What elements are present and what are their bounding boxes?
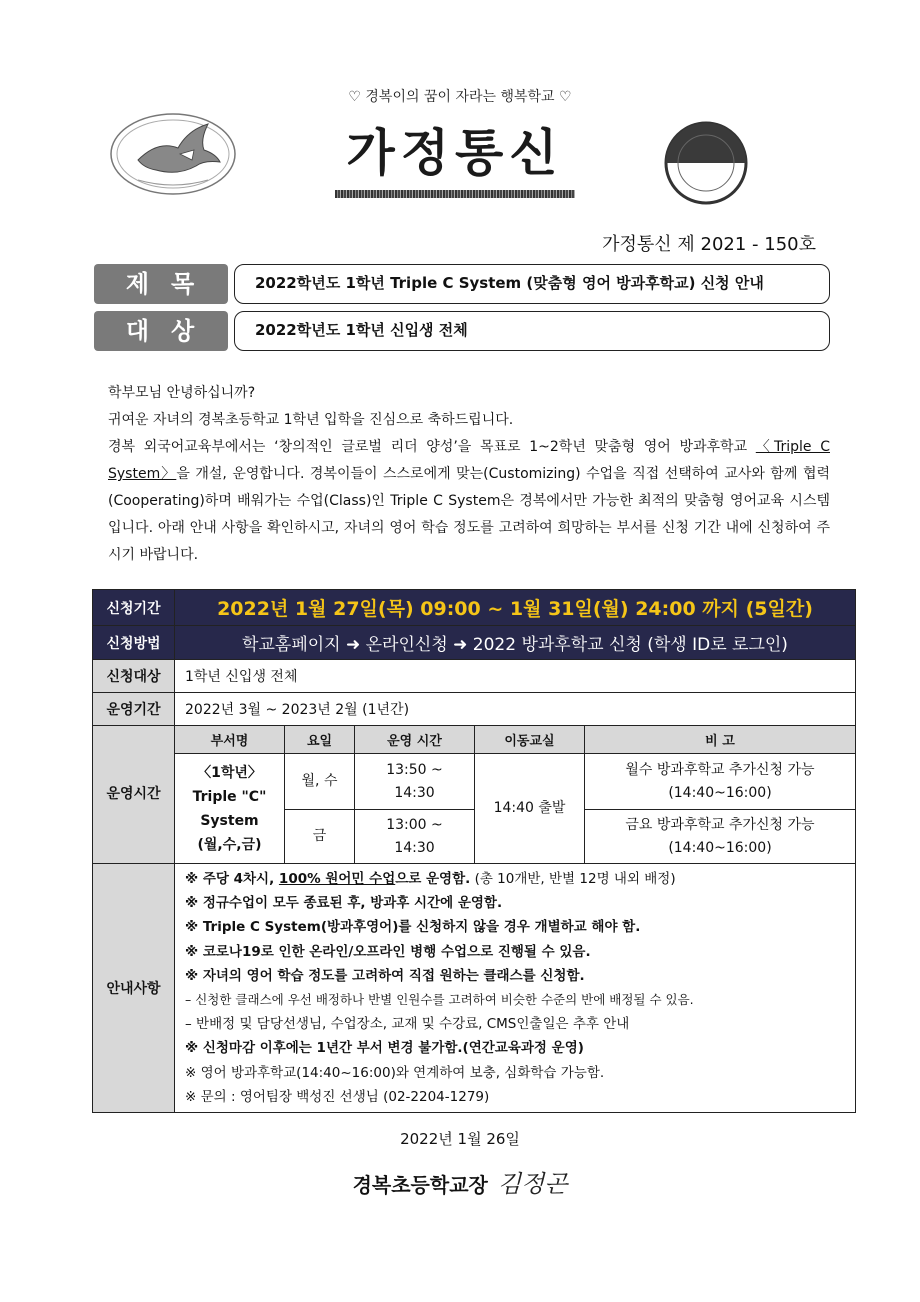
period-row [93,590,856,626]
schedule-row [93,754,856,810]
greeting: 학부모님 안녕하십니까? [108,385,256,401]
principal-signature-line [0,1164,920,1199]
col-time: 운영 시간 [355,726,475,754]
signature: 김정곤 [497,1170,568,1198]
method-row [93,626,856,660]
dept-name: 〈1학년〉 Triple "C" System (월,수,금) [175,754,285,864]
target-row [93,660,856,693]
title-text: 가정통신 [346,124,564,182]
info-table [92,589,856,1113]
method-label: 신청방법 [93,626,175,660]
period-value: 2022년 1월 27일(목) 09:00 ~ 1월 31일(월) 24:00 까지 (5일간) [175,590,856,626]
subject-label: 제목 [94,264,228,304]
col-room: 이동교실 [475,726,585,754]
notes-row [93,864,856,1113]
apply-target-label: 신청대상 [93,660,175,693]
school-seal-icon [663,120,749,206]
newsletter-title [330,122,580,198]
schedule-header-row [93,726,856,754]
note-1d: (총 10개반, 반별 12명 내외 배정) [470,871,676,887]
note-item: – 반배정 및 담당선생님, 수업장소, 교재 및 수강료, CMS인출일은 추후 안내 [185,1016,630,1033]
duration-value: 2022년 3월 ~ 2023년 2월 (1년간) [175,693,856,726]
note-item: ※ Triple C System(방과후영어)를 신청하지 않을 경우 개별하교 해야 함. [185,919,641,936]
duration-row [93,693,856,726]
note-item: ※ 문의 : 영어팀장 백성진 선생님 (02-2204-1279) [185,1088,490,1105]
note-item: – 신청한 클래스에 우선 배정하나 반별 인원수를 고려하여 비슷한 수준의 반에 배정될 수 있음. [185,992,694,1008]
issue-date: 2022년 1월 26일 [400,1130,520,1148]
duration-label: 운영기간 [93,693,175,726]
method-value: 학교홈페이지 ➜ 온라인신청 ➜ 2022 방과후학교 신청 (학생 ID로 로그인) [175,626,856,660]
principal-title: 경복초등학교장 [352,1173,488,1197]
note-1b: 100% 원어민 수업 [278,871,396,887]
note-item: ※ 영어 방과후학교(14:40~16:00)와 연계하여 보충, 심화학습 가능함. [185,1064,605,1081]
title-underline [335,190,575,198]
target-label: 대상 [94,311,228,351]
schedule-day: 월, 수 [285,754,355,810]
intro-body-1: 경복 외국어교육부에서는 ‘창의적인 글로벌 리더 양성’을 목표로 1~2학년 맞춤형 영어 방과후학교 [108,439,756,455]
intro-section [94,380,830,569]
move-room: 14:40 출발 [475,754,585,864]
intro-body-2: 을 개설, 운영합니다. 경복이들이 스스로에게 맞는(Customizing) 수업을 직접 선택하여 교사와 함께 협력(Cooperating)하며 배워가는 수업(Class)인 Triple C System은 경복에서만 가능한 최적의 맞춤형 영어교육 시스템입니다. 아래 안내 사항을 확인하시고, 자녀의 영어 학습 정도를 고려하여 희망하는 부서를 신청 기간 내에 신청하여 주시기 바랍니다. [108,466,830,563]
col-dept: 부서명 [175,726,285,754]
note-item: ※ 정규수업이 모두 종료된 후, 방과후 시간에 운영함. [185,895,503,912]
period-label: 신청기간 [93,590,175,626]
note-item: ※ 신청마감 이후에는 1년간 부서 변경 불가함.(연간교육과정 운영) [185,1040,584,1057]
slogan: ♡ 경복이의 꿈이 자라는 행복학교 ♡ [348,89,572,105]
col-day: 요일 [285,726,355,754]
schedule-time: 13:50 ~ 14:30 [355,754,475,810]
schedule-note: 월수 방과후학교 추가신청 가능 (14:40~16:00) [585,754,856,810]
apply-target-value: 1학년 신입생 전체 [175,660,856,693]
notes-content [175,864,856,1113]
note-1a: ※ 주당 4차시, [185,871,279,887]
note-item [185,867,845,891]
note-item: ※ 코로나19로 인한 온라인/오프라인 병행 수업으로 진행될 수 있음. [185,943,591,960]
schedule-note: 금요 방과후학교 추가신청 가능 (14:40~16:00) [585,810,856,864]
intro-body [94,434,830,569]
notes-label: 안내사항 [93,864,175,1113]
schedule-label: 운영시간 [93,726,175,864]
target-row [94,311,830,351]
target-value: 2022학년도 1학년 신입생 전체 [234,311,830,351]
subject-value: 2022학년도 1학년 Triple C System (맞춤형 영어 방과후학교) 신청 안내 [234,264,830,304]
schedule-day: 금 [285,810,355,864]
issue-number: 가정통신 제 2021 - 150호 [602,234,816,255]
note-item: ※ 자녀의 영어 학습 정도를 고려하여 직접 원하는 클래스를 신청함. [185,967,585,984]
congrats: 귀여운 자녀의 경복초등학교 1학년 입학을 진심으로 축하드립니다. [108,412,514,428]
col-note: 비 고 [585,726,856,754]
note-1c: 으로 운영함. [395,871,471,887]
schedule-time: 13:00 ~ 14:30 [355,810,475,864]
subject-row [94,264,830,304]
dove-logo-icon [108,110,238,198]
program-name: 〈Triple C System〉 [108,439,830,482]
